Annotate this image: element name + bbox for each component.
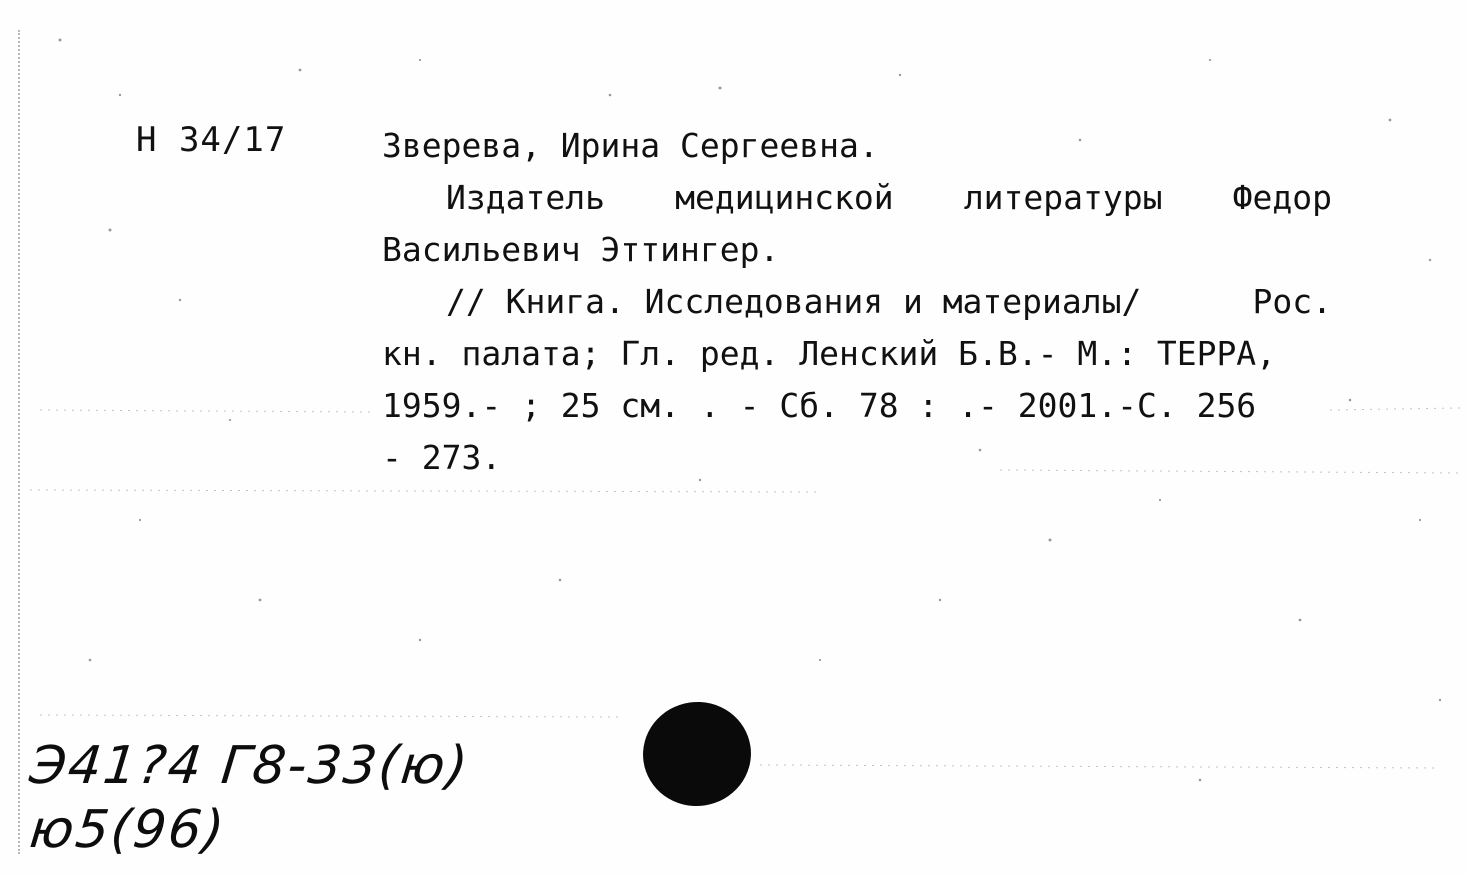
- handwritten-classification-1: Э41?4 Г8-33(ю): [26, 736, 473, 796]
- source-line-3: 1959.- ; 25 см. . - Сб. 78 : .- 2001.-С. 256: [382, 386, 1257, 425]
- card-left-edge: [18, 30, 20, 854]
- punch-hole: [636, 695, 757, 813]
- title-line-1: [382, 172, 1332, 224]
- source-pages-end: - 273.: [382, 438, 502, 477]
- title-word: Издатель: [446, 178, 605, 217]
- source-line-2: кн. палата; Гл. ред. Ленский Б.В.- М.: ТЕРРА,: [382, 334, 1277, 373]
- title-line-2: Васильевич Эттингер.: [382, 230, 780, 269]
- source-line-1: [382, 276, 1332, 328]
- source-text: // Книга. Исследования и материалы/: [446, 282, 1142, 321]
- title-word: литературы: [963, 178, 1163, 217]
- handwritten-classification-2: ю5(96): [26, 800, 229, 860]
- author-heading: Зверева, Ирина Сергеевна.: [382, 126, 879, 165]
- source-text: Рос.: [1252, 282, 1332, 321]
- title-word: Федор: [1232, 178, 1332, 217]
- title-word: медицинской: [675, 178, 894, 217]
- shelfmark: Н 34/17: [136, 120, 287, 160]
- bibliographic-entry: [382, 120, 1332, 484]
